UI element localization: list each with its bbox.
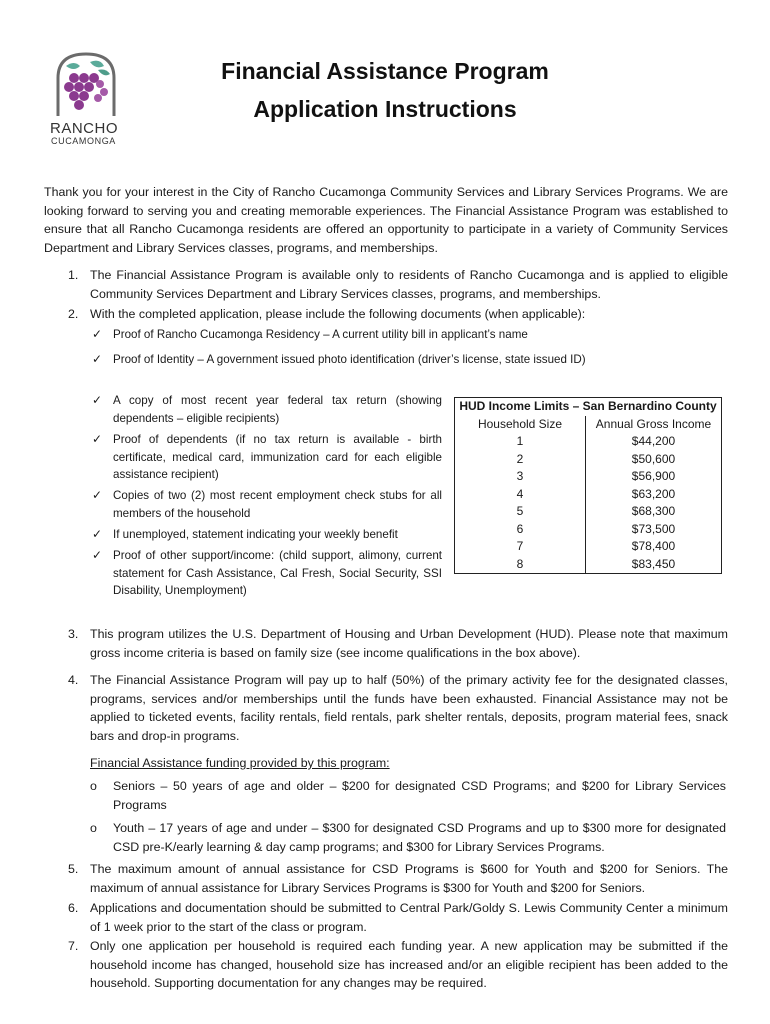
check-icon: ✓ — [92, 327, 103, 341]
page-subtitle: Application Instructions — [253, 96, 517, 122]
household-size-cell: 3 — [455, 468, 586, 486]
table-row — [455, 521, 722, 539]
table-row — [455, 556, 722, 574]
list-text: Only one application per household is required each funding year. A new application may be submitted if the household income has changed, household size has increased and/or an eligible recipient has been added to the household. Supporting documentation for any changes may be required. — [90, 939, 728, 991]
list-number: 6. — [68, 901, 79, 915]
checklist-item — [92, 526, 442, 544]
checklist-item — [92, 351, 732, 369]
list-text: The maximum amount of annual assistance for CSD Programs is $600 for Youth and $200 for Seniors. The maximum of annual assistance for Library Services Programs is $300 for Youth and $200 for Seniors. — [90, 862, 728, 895]
income-cell: $50,600 — [631, 451, 676, 466]
check-icon: ✓ — [92, 393, 103, 407]
list-number: 4. — [68, 673, 79, 687]
household-size-cell: 5 — [455, 503, 586, 521]
list-item-2 — [68, 305, 728, 324]
household-size-cell: 2 — [455, 451, 586, 469]
household-size-cell: 8 — [455, 556, 586, 574]
bullet-icon: o — [90, 821, 97, 835]
list-item-3 — [68, 625, 728, 662]
list-item-5 — [68, 860, 728, 897]
list-text: Applications and documentation should be submitted to Central Park/Goldy S. Lewis Community Center a minimum of 1 week prior to the start of the class or program. — [90, 901, 728, 934]
checklist-text: Proof of Rancho Cucamonga Residency – A current utility bill in applicant’s name — [113, 328, 528, 341]
household-size-cell: 6 — [455, 521, 586, 539]
household-size-cell: 4 — [455, 486, 586, 504]
list-number: 5. — [68, 862, 79, 876]
checklist-item — [92, 547, 442, 600]
checklist-text: Copies of two (2) most recent employment check stubs for all members of the household — [113, 489, 442, 520]
table-row — [455, 468, 722, 486]
list-number: 2. — [68, 307, 79, 321]
list-number: 7. — [68, 939, 79, 953]
checklist-item — [92, 487, 442, 522]
table-row — [455, 451, 722, 469]
list-number: 1. — [68, 268, 79, 282]
table-row — [455, 433, 722, 451]
bullet-text: Seniors – 50 years of age and older – $200 for designated CSD Programs; and $200 for Library Services Programs — [113, 779, 726, 812]
list-text: This program utilizes the U.S. Department of Housing and Urban Development (HUD). Please note that maximum gross income criteria is based on family size (see income qualifications in the box above). — [90, 627, 728, 660]
household-size-cell: 1 — [455, 433, 586, 451]
table-row — [455, 486, 722, 504]
list-item-6 — [68, 899, 728, 936]
list-text: The Financial Assistance Program will pay up to half (50%) of the primary activity fee for the designated classes, programs, services and/or memberships until the funds have been exhausted. Financial Assistance may not be applied to ticketed events, facility rentals, field rentals, park shelter rentals, deposits, program material fees, snack bars and drop-in programs. — [90, 673, 728, 743]
list-number: 3. — [68, 627, 79, 641]
check-icon: ✓ — [92, 432, 103, 446]
checklist-item — [92, 431, 442, 484]
funding-heading: Financial Assistance funding provided by this program: — [90, 756, 390, 770]
table-row — [455, 503, 722, 521]
bullet-icon: o — [90, 779, 97, 793]
checklist-text: Proof of other support/income: (child support, alimony, current statement for Cash Assistance, Cal Fresh, Social Security, SSI Disability, Unemployment) — [113, 549, 442, 598]
checklist-item — [92, 392, 442, 427]
checklist-item — [92, 326, 732, 344]
income-cell: $73,500 — [631, 521, 676, 536]
income-cell: $44,200 — [631, 434, 676, 448]
list-text: The Financial Assistance Program is available only to residents of Rancho Cucamonga and is applied to eligible Community Services Department and Library Services classes, programs, and memberships. — [90, 268, 728, 301]
hud-col-annual-income: Annual Gross Income — [595, 416, 712, 431]
household-size-cell: 7 — [455, 538, 586, 556]
income-cell: $83,450 — [631, 556, 676, 571]
hud-col-household-size: Household Size — [455, 416, 586, 434]
income-cell: $56,900 — [631, 469, 676, 483]
check-icon: ✓ — [92, 352, 103, 366]
table-row — [455, 538, 722, 556]
funding-bullet-seniors — [90, 777, 726, 814]
income-cell: $78,400 — [631, 539, 676, 553]
list-item-1 — [68, 266, 728, 303]
logo-text-cucamonga: CUCAMONGA — [51, 136, 116, 146]
income-cell: $63,200 — [631, 486, 676, 501]
check-icon: ✓ — [92, 527, 103, 541]
check-icon: ✓ — [92, 488, 103, 502]
intro-paragraph: Thank you for your interest in the City of Rancho Cucamonga Community Services and Library Services Programs. We are looking forward to serving you and creating memorable experiences. The Financial Assistance Program was established to ensure that all Rancho Cucamonga residents are offered an opportunity to participate in a variety of Community Services Department and Library Services classes, programs, and memberships. — [44, 185, 728, 255]
check-icon: ✓ — [92, 548, 103, 562]
bullet-text: Youth – 17 years of age and under – $300 for designated CSD Programs and up to $300 more for designated CSD pre-K/early learning & day camp programs; and $300 for Library Services Programs. — [113, 821, 726, 854]
page-title: Financial Assistance Program — [221, 58, 549, 84]
list-text: With the completed application, please include the following documents (when applicable): — [90, 307, 586, 321]
checklist-text: Proof of dependents (if no tax return is available - birth certificate, medical card, immunization card for each eligible assistance recipient) — [113, 433, 442, 482]
list-item-4 — [68, 671, 728, 745]
hud-income-table — [454, 397, 722, 574]
checklist-text: Proof of Identity – A government issued photo identification (driver’s license, state issued ID) — [113, 353, 586, 366]
logo-text-rancho: RANCHO — [50, 120, 119, 137]
checklist-text: A copy of most recent year federal tax return (showing dependents – eligible recipients) — [113, 394, 442, 425]
hud-table-title: HUD Income Limits – San Bernardino County — [459, 399, 717, 413]
income-cell: $68,300 — [631, 504, 676, 518]
funding-bullet-youth — [90, 819, 726, 856]
list-item-7 — [68, 937, 728, 993]
checklist-text: If unemployed, statement indicating your weekly benefit — [113, 528, 398, 541]
